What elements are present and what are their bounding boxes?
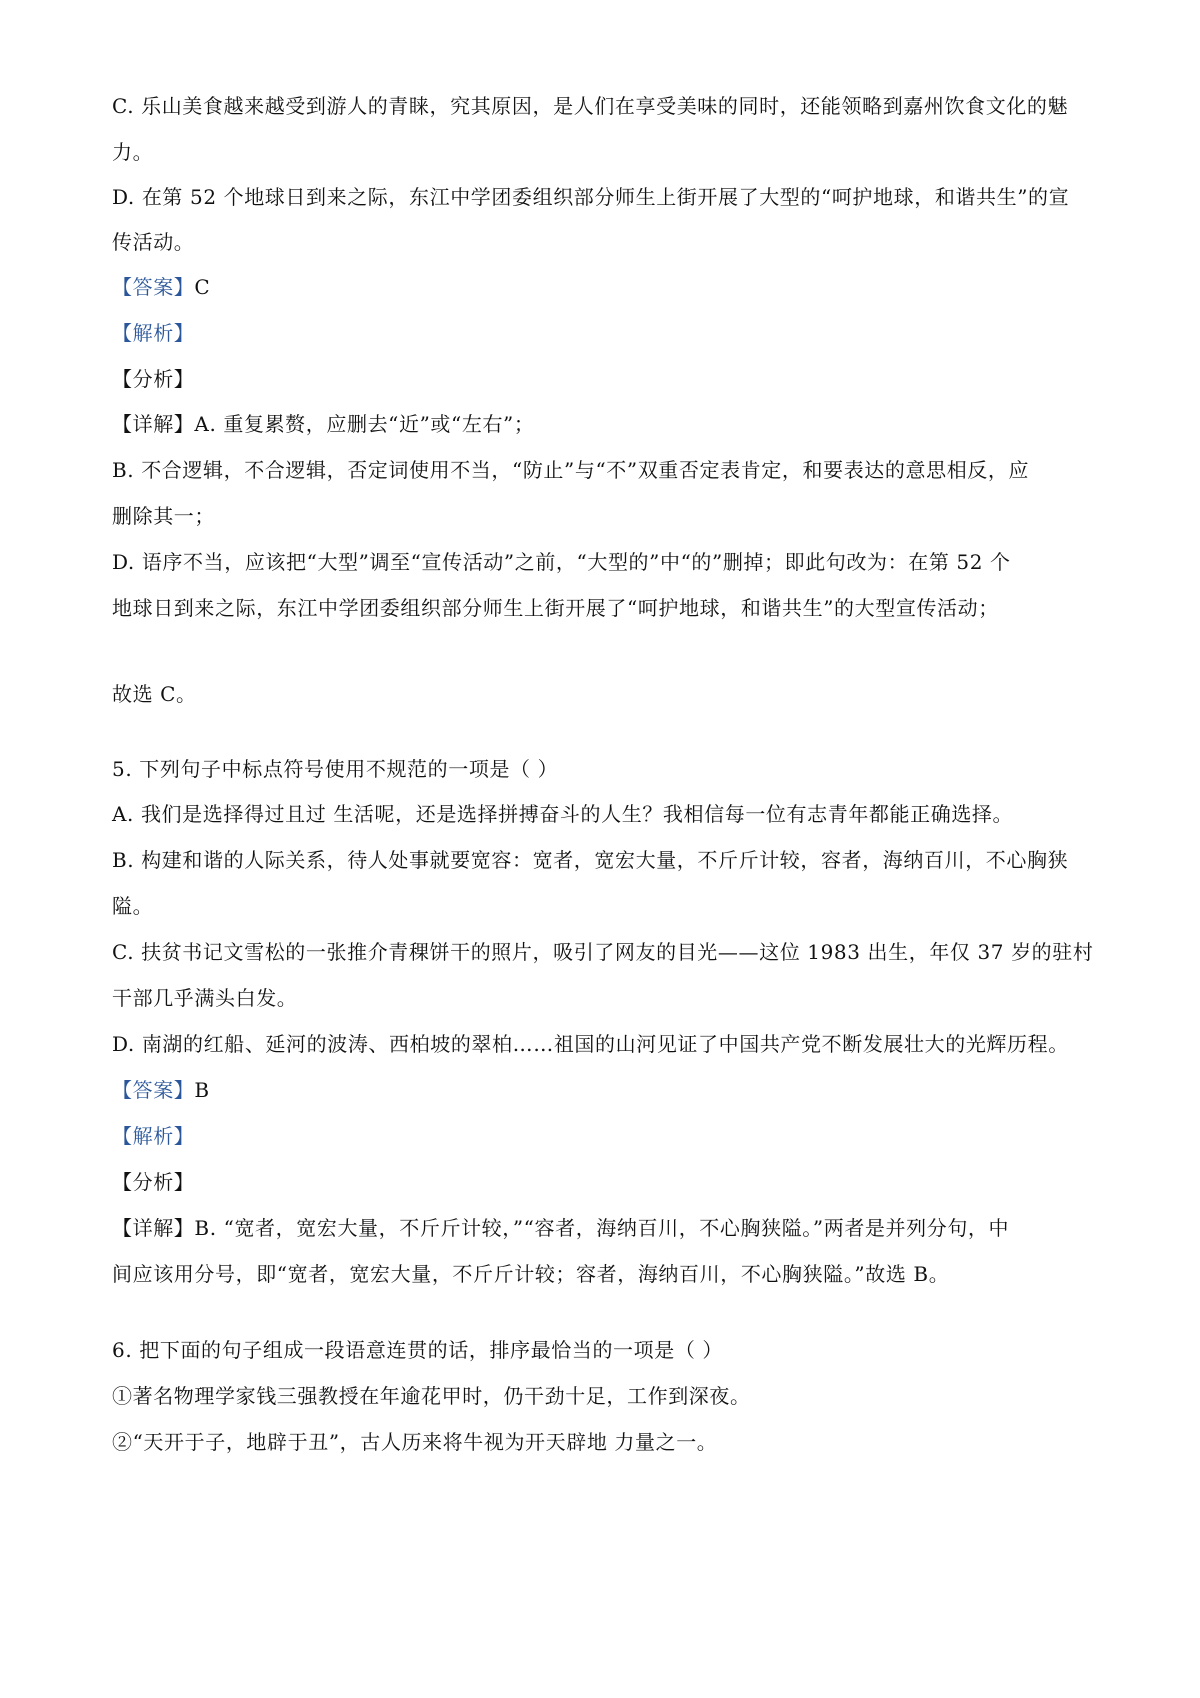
q5-option-d: D. 南湖的红船、延河的波涛、西柏坡的翠柏……祖国的山河见证了中国共产党不断发展壮大的光辉历程。 [112,1032,1069,1056]
q4-option-c-line1: C. 乐山美食越来越受到游人的青睐，究其原因，是人们在享受美味的同时，还能领略到嘉州饮食文化的魅 [112,94,1069,118]
q6-stem: 6. 把下面的句子组成一段语意连贯的话，排序最恰当的一项是（ ） [112,1338,723,1362]
q5-option-b-line2: 隘。 [112,894,154,918]
q4-detail-b-line2: 删除其一； [112,504,215,528]
q5-option-c-line2: 干部几乎满头白发。 [112,986,298,1010]
q6-item2: ②“天开于子，地辟于丑”，古人历来将牛视为开天辟地 力量之一。 [112,1430,718,1454]
q5-stem: 5. 下列句子中标点符号使用不规范的一项是（ ） [112,757,559,781]
q6-item1: ①著名物理学家钱三强教授在年逾花甲时，仍干劲十足，工作到深夜。 [112,1384,751,1408]
q4-option-d-line1: D. 在第 52 个地球日到来之际，东江中学团委组织部分师生上街开展了大型的“呵护地球，和谐共生”的宣 [112,185,1070,209]
q4-answer [112,273,210,301]
detail-tag: 【详解】 [112,412,195,436]
q5-detail-line1 [112,1214,1009,1242]
detail-a-text: A. 重复累赘，应删去“近”或“左右”； [194,412,535,436]
q4-detail-d-line2: 地球日到来之际，东江中学团委组织部分师生上街开展了“呵护地球，和谐共生”的大型宣传活动； [112,596,999,620]
q5-option-b-line1: B. 构建和谐的人际关系，待人处事就要宽容：宽者，宽宏大量，不斤斤计较，容者，海纳百川，不心胸狭 [112,848,1069,872]
q4-option-d-line2: 传活动。 [112,230,195,254]
q4-detail-b-line1: B. 不合逻辑，不合逻辑，否定词使用不当，“防止”与“不”双重否定表肯定，和要表达的意思相反，应 [112,458,1030,482]
detail-tag: 【详解】 [112,1216,195,1240]
q4-detail-d-line1: D. 语序不当，应该把“大型”调至“宣传活动”之前，“大型的”中“的”删掉；即此句改为：在第 52 个 [112,550,1011,574]
q5-option-c-line1: C. 扶贫书记文雪松的一张推介青稞饼干的照片，吸引了网友的目光——这位 1983 出生，年仅 37 岁的驻村 [112,940,1094,964]
answer-tag: 【答案】 [112,275,195,299]
q5-detail-line2: 间应该用分号，即“宽者，宽宏大量，不斤斤计较；容者，海纳百川，不心胸狭隘。”故选 B。 [112,1262,950,1286]
q4-jiexi-tag: 【解析】 [112,321,195,345]
q4-fenxi-tag: 【分析】 [112,367,195,391]
q4-detail-a [112,410,534,438]
answer-tag: 【答案】 [112,1078,195,1102]
answer-value: C [194,275,211,299]
q5-option-a: A. 我们是选择得过且过 生活呢，还是选择拼搏奋斗的人生？我相信每一位有志青年都能正确选择。 [112,802,1014,826]
q4-option-c-line2: 力。 [112,140,154,164]
q5-jiexi-tag: 【解析】 [112,1124,195,1148]
q5-answer [112,1076,210,1104]
detail-text: B. “宽者，宽宏大量，不斤斤计较，”“容者，海纳百川，不心胸狭隘。”两者是并列分句，中 [194,1216,1010,1240]
q5-fenxi-tag: 【分析】 [112,1170,195,1194]
answer-value: B [194,1078,210,1102]
q4-conclusion: 故选 C。 [112,682,197,706]
